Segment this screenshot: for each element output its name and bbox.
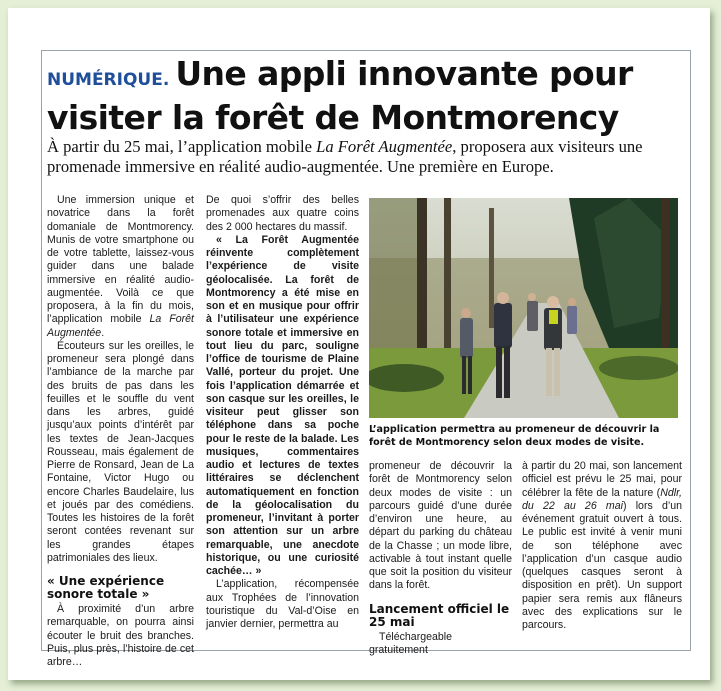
paragraph: Téléchargeable gratuitement	[369, 630, 453, 656]
paragraph	[522, 460, 682, 632]
newspaper-article	[41, 50, 691, 668]
paragraph: Écouteurs sur les oreilles, le promeneur sera plongé dans l’ambiance de la marche par des bruits de pas dans les feuilles et le souffle du vent dans les arbres, guidé jusqu’aux points d’intérêt par les textes de Jean-Jacques Rousseau, mais également de Pierre de Ronsard, Jean de La Fontaine, Victor Hugo ou encore Charles Baudelaire, lus et joués par des comédiens. Toutes les histoires de la forêt seront contées revenant sur les grandes étapes patrimoniales des lieux.	[47, 339, 194, 564]
subheading: Lancement officiel le 25 mai	[369, 601, 510, 629]
paragraph-text: .	[101, 326, 105, 339]
editor-note: Ndlr, du 22 au 26 mai	[522, 486, 682, 512]
standfirst-app-name: La Forêt Augmentée	[316, 137, 453, 156]
paragraph-text: à partir du 20 mai, son lancement officiel est prévu le 25 mai, pour célébrer la fête de la nature (	[522, 460, 682, 499]
column-4	[522, 460, 682, 632]
headline-line-1: Une appli innovante pour	[175, 54, 633, 93]
forest-walkers-photo	[369, 198, 678, 418]
column-1	[47, 194, 194, 669]
section-kicker: NUMÉRIQUE.	[47, 70, 170, 90]
headline-line-2: visiter la forêt de Montmorency	[47, 98, 619, 137]
paragraph	[47, 194, 194, 340]
app-name: La Forêt Augmentée	[47, 313, 194, 339]
paragraph-text: Une immersion unique et novatrice dans la forêt domaniale de Montmorency. Munis de votre smartphone ou de votre tablette, laissez-vous guider dans une balade immersive en réalité audio-augmentée. Voilà ce que proposera, à la fin du mois, l’application mobile	[47, 194, 194, 326]
standfirst	[47, 137, 687, 177]
paragraph: De quoi s’offrir des belles promenades aux quatre coins des 2 000 hectares du massif.	[206, 194, 359, 233]
column-3	[369, 460, 512, 657]
paragraph: L’application, récompensée aux Trophées de l’innovation touristique du Val-d’Oise en janvier dernier, permettra au	[206, 578, 359, 630]
paragraph-text: ) lors d’un événement gratuit ouvert à tous. Le public est invité à venir muni de son téléphone avec l’application d’un casque audio (quelques casques seront à disposition en prêt). Un support papier sera remis aux flâneurs avec des explications sur le parcours.	[522, 499, 682, 631]
photo-illustration	[369, 198, 678, 418]
standfirst-text-end: , proposera aux visiteurs une promenade immersive en réalité audio-augmentée. Une première en Europe.	[47, 137, 643, 176]
column-2	[206, 194, 359, 631]
clipping-frame	[8, 8, 710, 680]
headline	[47, 55, 687, 137]
quote-paragraph: « La Forêt Augmentée réinvente complètement l’expérience de visite géolocalisée. La forêt de Montmorency a été mise en son et en musique pour offrir à l’utilisateur une expérience sonore totale et immersive en tout lieu du parc, souligne l’office de tourisme de Plaine Vallé, porteur du projet. Une fois l’application démarrée et son casque sur les oreilles, le visiteur peut glisser son téléphone dans sa poche pour le reste de la balade. Les musiques, commentaires audio et lectures de textes littéraires se déclenchent automatiquement en fonction de la géolocalisation du promeneur, l’invitant à porter son attention sur un arbre remarquable, une anecdote historique, ou une curiosité cachée… »	[206, 233, 359, 577]
paragraph: À proximité d’un arbre remarquable, on pourra ainsi écouter le bruit des branches. Puis, plus près, l’histoire de cet arbre…	[47, 603, 194, 668]
standfirst-text: À partir du 25 mai, l’application mobile	[47, 137, 317, 156]
photo-caption: L’application permettra au promeneur de découvrir la forêt de Montmorency selon deux modes de visite.	[369, 424, 660, 448]
paragraph: promeneur de découvrir la forêt de Montmorency selon deux modes de visite : un parcours guidé d’une durée d’environ une heure, au départ du parking du château de la Chasse ; un mode libre, activable à tout instant quelle que soit la position du visiteur dans la forêt.	[369, 460, 512, 592]
subheading: « Une expérience sonore totale »	[47, 574, 165, 601]
